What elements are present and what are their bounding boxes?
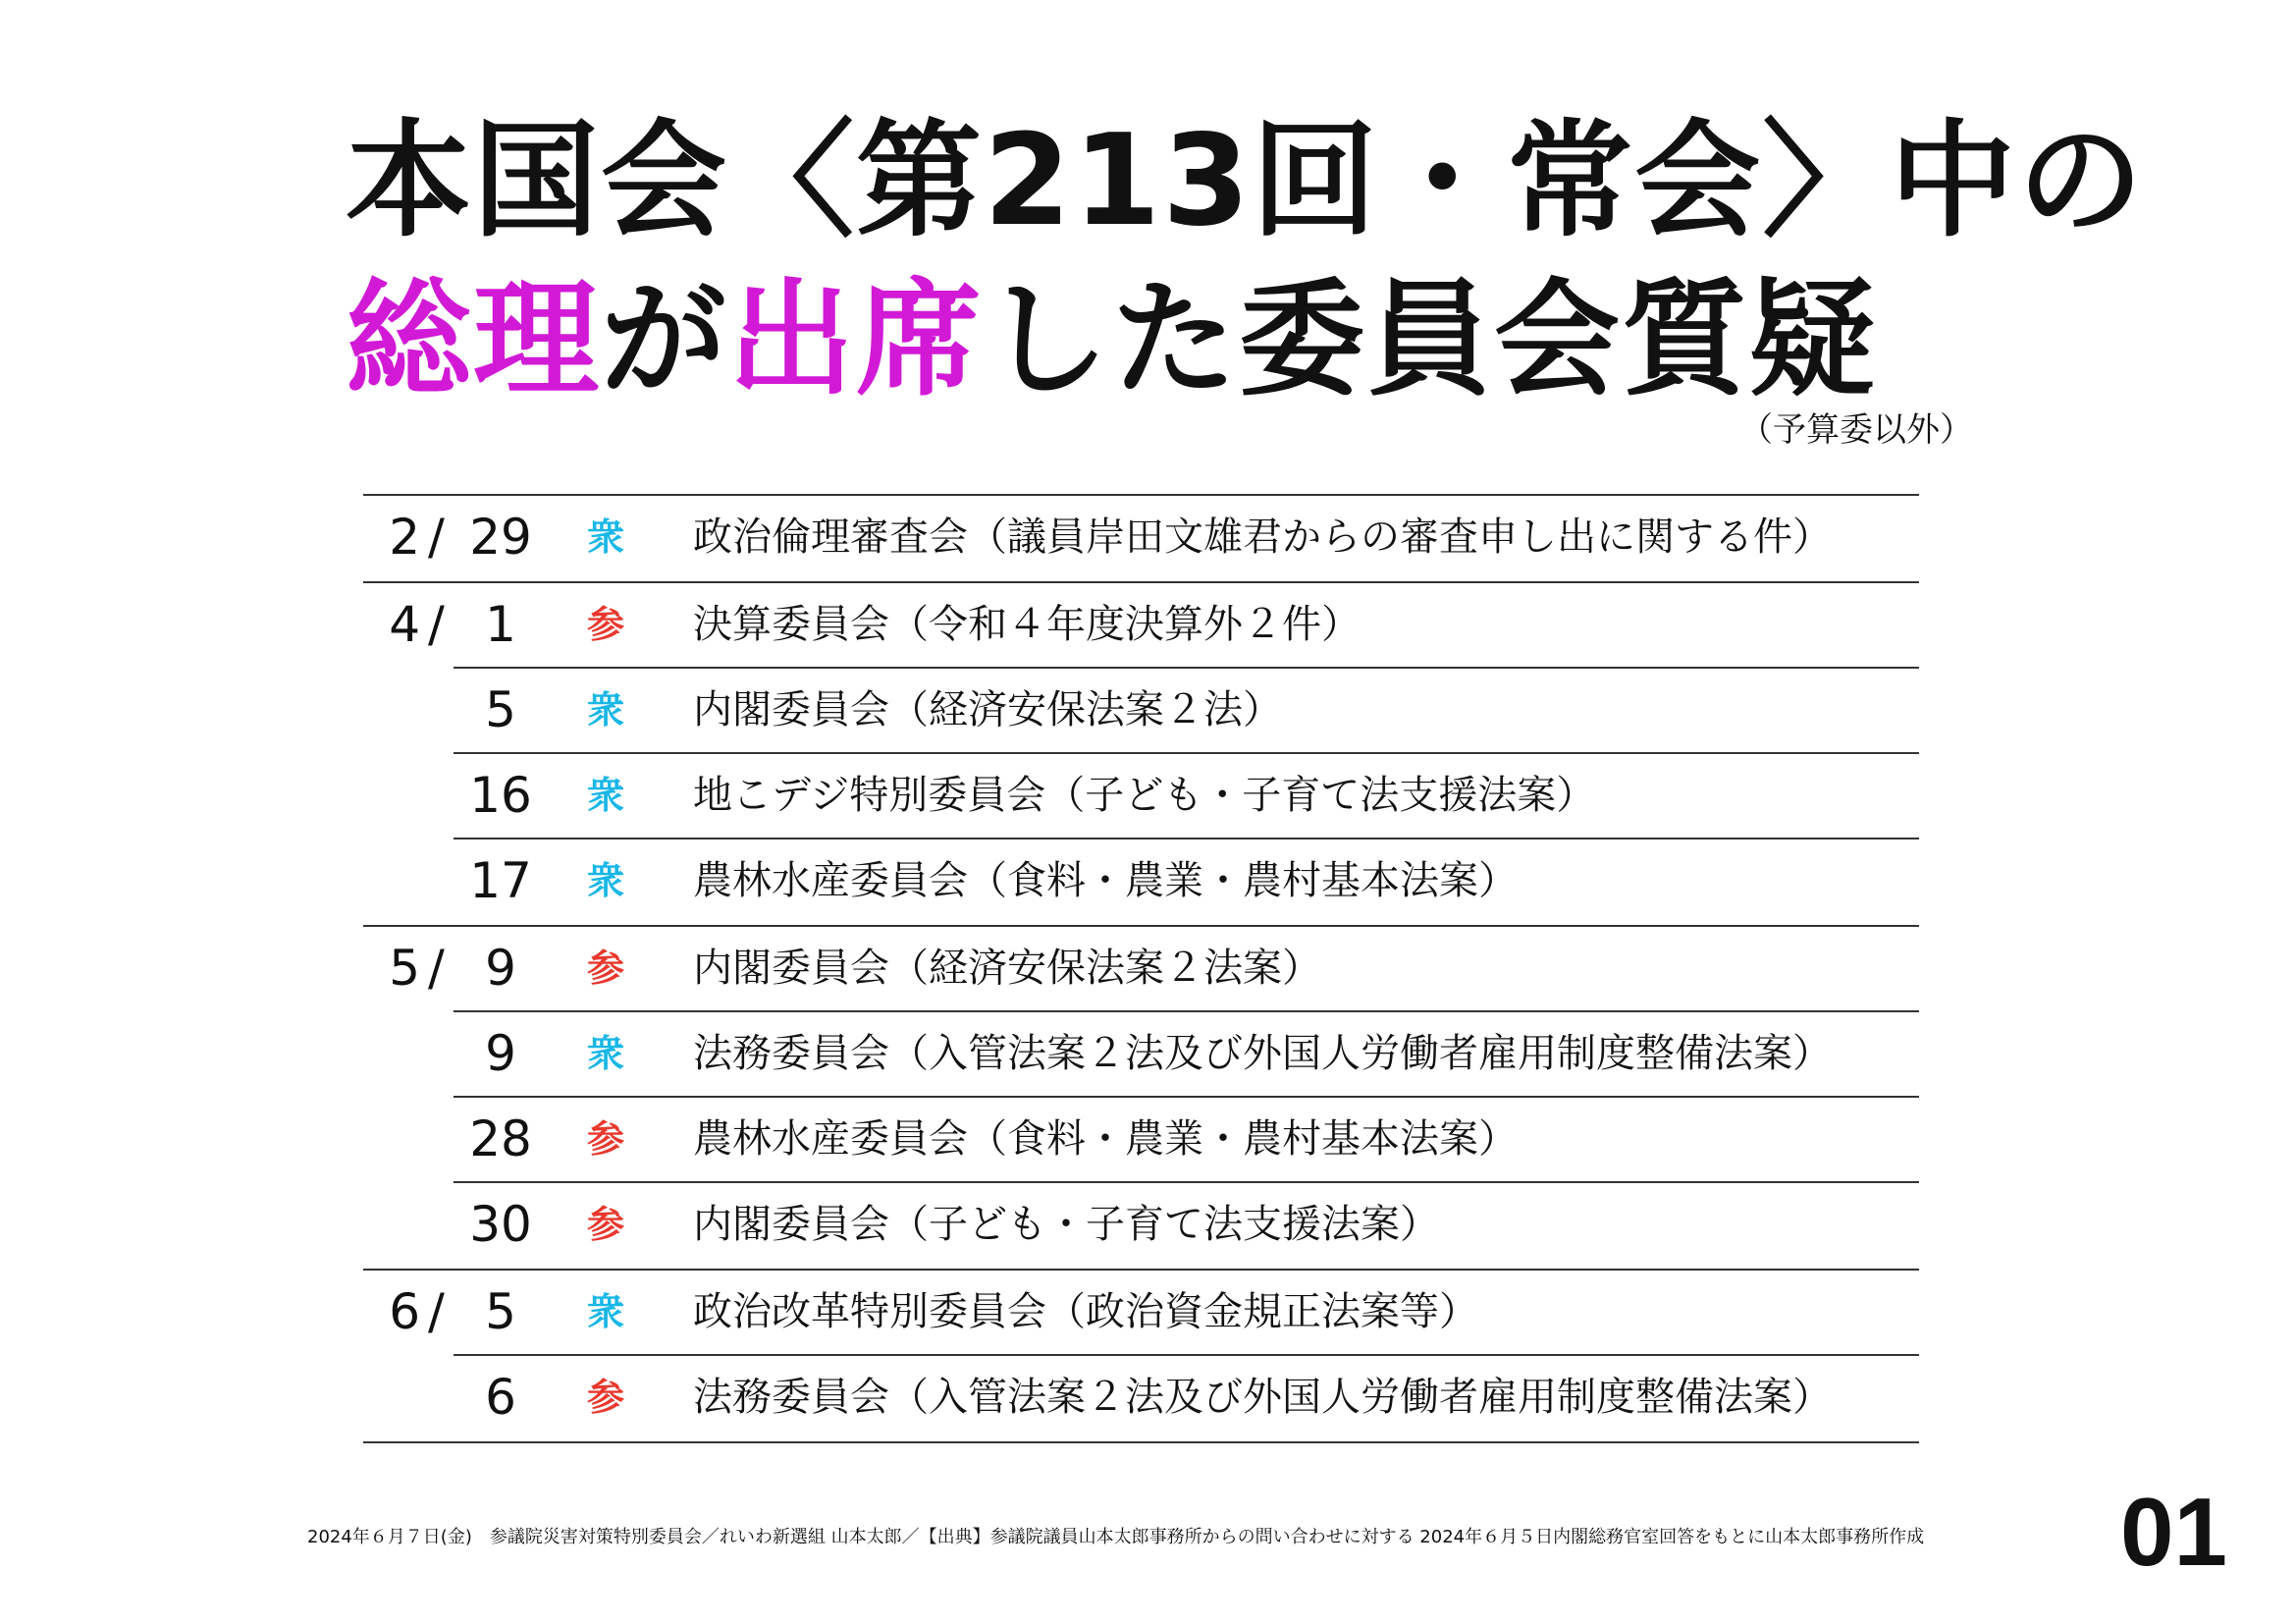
row-day: 17 — [469, 852, 532, 909]
title-text-rest: した委員会質疑 — [984, 267, 1878, 413]
table-row — [363, 839, 1919, 927]
row-committee: 法務委員会（入管法案２法及び外国人労働者雇用制度整備法案） — [693, 1375, 1832, 1420]
row-month: 6 — [389, 1283, 420, 1340]
title-highlight-soui: 総理 — [346, 267, 602, 413]
table-row — [363, 1271, 1919, 1356]
row-committee: 政治倫理審査会（議員岸田文雄君からの審査申し出に関する件） — [693, 514, 1832, 560]
row-date-slash: / — [428, 596, 445, 653]
row-chamber: 参 — [587, 603, 625, 646]
row-month: 5 — [389, 940, 420, 997]
table-row — [363, 1012, 1919, 1098]
row-chamber: 参 — [587, 1117, 625, 1161]
row-committee: 内閣委員会（子ども・子育て法支援法案） — [693, 1202, 1439, 1247]
row-chamber: 参 — [587, 1203, 625, 1246]
row-day: 30 — [469, 1196, 532, 1253]
row-chamber: 衆 — [587, 859, 625, 902]
row-date-slash: / — [428, 1283, 445, 1340]
row-day: 9 — [485, 940, 516, 997]
table-row — [363, 669, 1919, 754]
title-text-ga: が — [601, 267, 729, 413]
row-month: 2 — [389, 509, 420, 566]
row-chamber: 衆 — [587, 1032, 625, 1075]
row-committee: 農林水産委員会（食料・農業・農村基本法案） — [693, 1116, 1518, 1162]
row-chamber: 参 — [587, 1376, 625, 1419]
row-committee: 決算委員会（令和４年度決算外２件） — [693, 602, 1361, 647]
row-committee: 政治改革特別委員会（政治資金規正法案等） — [693, 1289, 1478, 1334]
table-row — [363, 494, 1919, 583]
table-row — [363, 1183, 1919, 1271]
row-day: 1 — [485, 596, 516, 653]
title-highlight-shusseki: 出席 — [728, 267, 985, 413]
row-committee: 法務委員会（入管法案２法及び外国人労働者雇用制度整備法案） — [693, 1031, 1832, 1076]
row-day: 5 — [485, 681, 516, 738]
row-day: 5 — [485, 1283, 516, 1340]
row-committee: 内閣委員会（経済安保法案２法案） — [693, 946, 1321, 991]
page-title-line-2 — [346, 267, 1877, 414]
table-row — [363, 927, 1919, 1012]
row-date-slash: / — [428, 509, 445, 566]
row-chamber: 衆 — [587, 774, 625, 817]
source-footer: 2024年６月７日(金) 参議院災害対策特別委員会／れいわ新選組 山本太郎／【出典】参議院議員山本太郎事務所からの問い合わせに対する 2024年６月５日内閣総務官室回答をもとに山本太郎事務所作成 — [307, 1527, 1925, 1547]
row-committee: 内閣委員会（経済安保法案２法） — [693, 687, 1282, 732]
row-chamber: 衆 — [587, 1290, 625, 1333]
title-note: （予算委以外） — [1739, 410, 1973, 450]
table-row — [363, 583, 1919, 669]
row-day: 6 — [485, 1369, 516, 1426]
row-day: 16 — [469, 767, 532, 824]
table-row — [363, 1098, 1919, 1183]
row-chamber: 参 — [587, 947, 625, 990]
row-chamber: 衆 — [587, 688, 625, 731]
table-row — [363, 1356, 1919, 1443]
row-month: 4 — [389, 596, 420, 653]
page-number: 01 — [2120, 1478, 2228, 1586]
row-date-slash: / — [428, 940, 445, 997]
row-day: 28 — [469, 1110, 532, 1167]
row-committee: 農林水産委員会（食料・農業・農村基本法案） — [693, 858, 1518, 903]
committee-table — [363, 494, 1919, 1443]
row-day: 29 — [469, 509, 532, 566]
row-day: 9 — [485, 1025, 516, 1082]
page-title-line-1: 本国会〈第213回・常会〉中の — [346, 108, 2146, 254]
row-committee: 地こデジ特別委員会（子ども・子育て法支援法案） — [693, 773, 1596, 818]
table-row — [363, 754, 1919, 839]
row-chamber: 衆 — [587, 515, 625, 559]
